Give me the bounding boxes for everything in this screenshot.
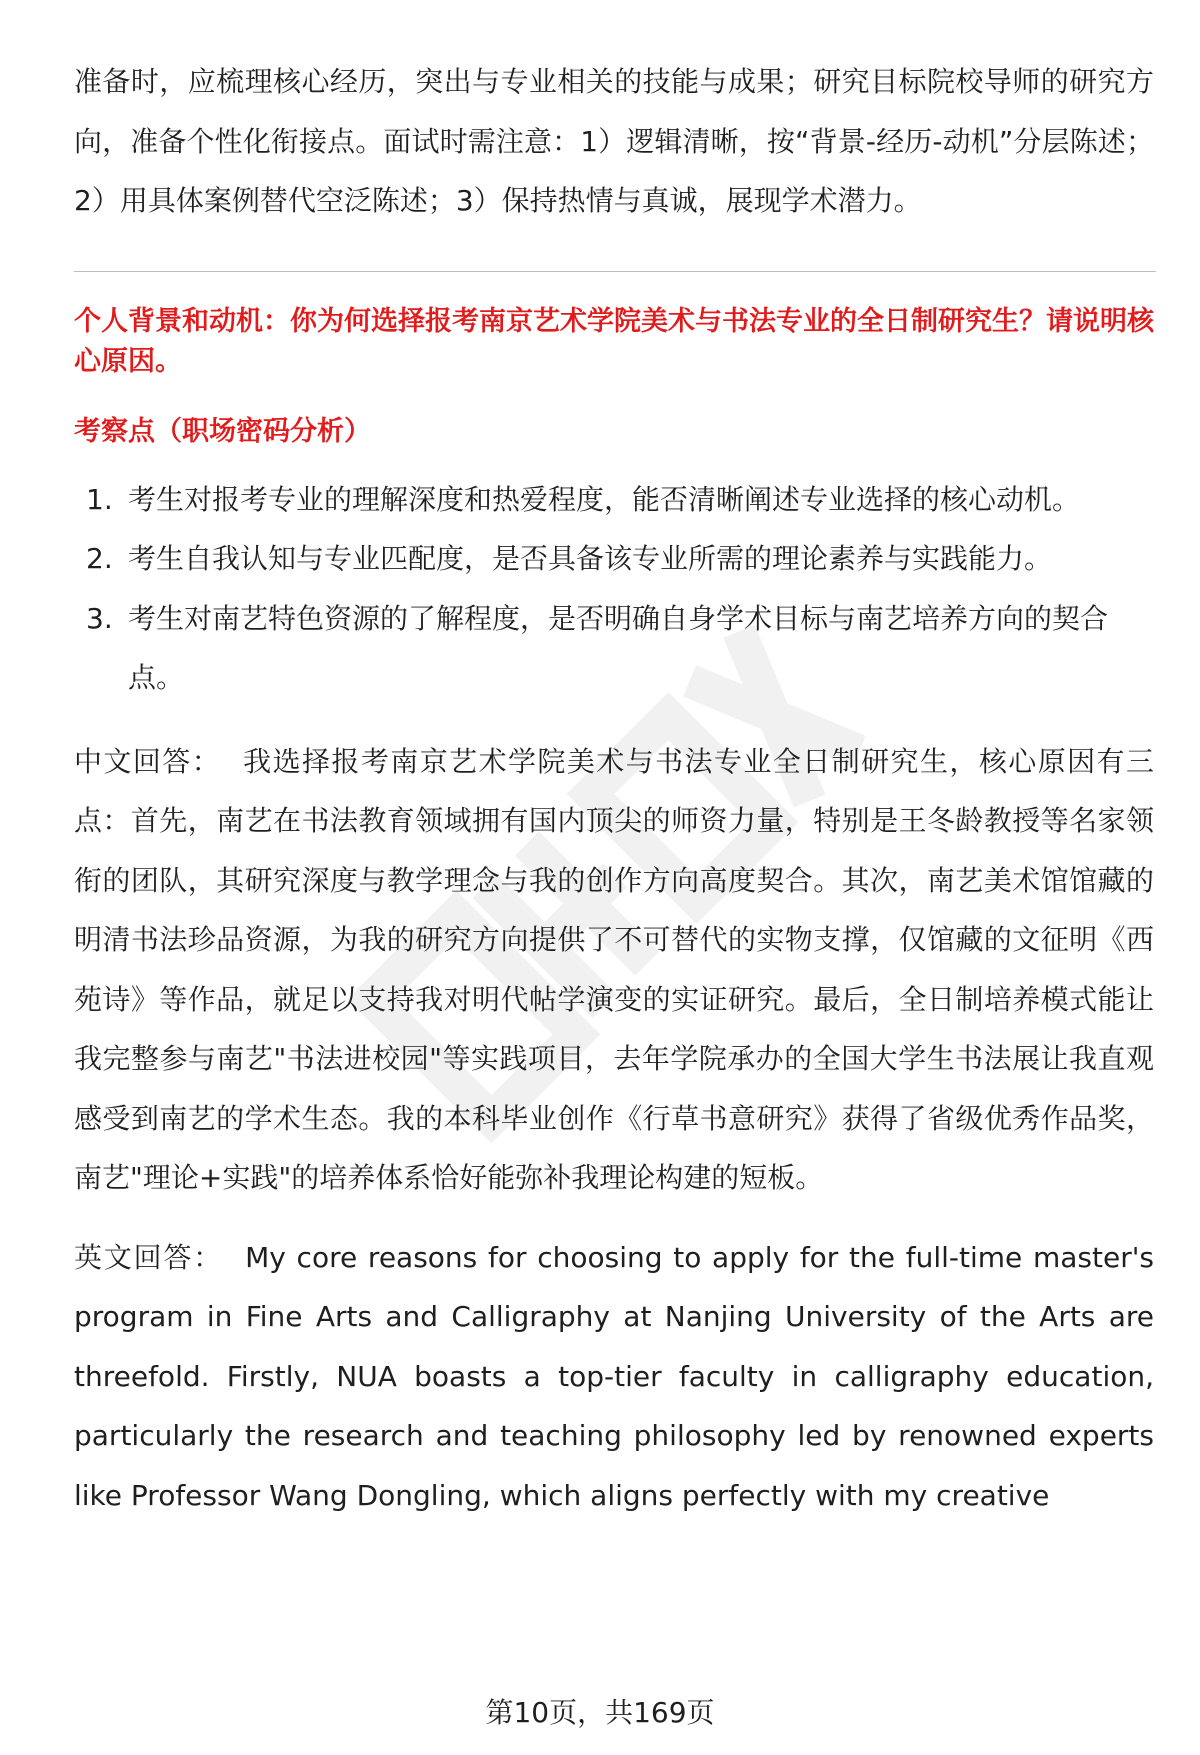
answer-chinese-text: 我选择报考南京艺术学院美术与书法专业全日制研究生，核心原因有三点：首先，南艺在书法教育领域拥有国内顶尖的师资力量，特别是王冬龄教授等名家领衔的团队，其研究深度与教学理念与我的创作方向高度契合。其次，南艺美术馆馆藏的明清书法珍品资源，为我的研究方向提供了不可替代的实物支撑，仅馆藏的文征明《西苑诗》等作品，就足以支持我对明代帖学演变的实证研究。最后，全日制培养模式能让我完整参与南艺"书法进校园"等实践项目，去年学院承办的全国大学生书法展让我直观感受到南艺的学术生态。我的本科毕业创作《行草书意研究》获得了省级优秀作品奖，南艺"理论+实践"的培养体系恰好能弥补我理论构建的短板。 [74,744,1154,1194]
point-number: 1. [86,482,113,516]
answer-chinese [74,732,1154,1208]
point-number: 2. [86,542,113,575]
page-content [74,52,1154,1525]
point-text: 考生对报考专业的理解深度和热爱程度，能否清晰阐述专业选择的核心动机。 [128,482,1081,516]
assessment-point [74,589,1154,708]
page-footer: 第10页，共169页 [485,1696,715,1729]
section-divider [74,271,1156,272]
point-text: 考生自我认知与专业匹配度，是否具备该专业所需的理论素养与实践能力。 [128,542,1053,575]
answer-english [74,1228,1154,1526]
assessment-point [74,470,1154,530]
assessment-point [74,529,1154,589]
assessment-points [74,470,1154,708]
intro-paragraph: 准备时，应梳理核心经历，突出与专业相关的技能与成果；研究目标院校导师的研究方向，准备个性化衔接点。面试时需注意：1）逻辑清晰，按“背景-经历-动机”分层陈述；2）用具体案例替代空泛陈述；3）保持热情与真诚，展现学术潜力。 [74,65,1154,217]
answer-chinese-label: 中文回答： [74,744,222,778]
point-number: 3. [86,601,113,635]
point-text: 考生对南艺特色资源的了解程度，是否明确自身学术目标与南艺培养方向的契合点。 [128,601,1109,694]
question-heading: 个人背景和动机：你为何选择报考南京艺术学院美术与书法专业的全日制研究生？请说明核心原因。 [74,305,1154,377]
assessment-title: 考察点（职场密码分析） [74,415,371,447]
answer-english-text: My core reasons for choosing to apply for the full-time master's program in Fine Arts and Calligraphy at Nanjing University of the Arts are threefold. Firstly, NUA boasts a top-tier faculty in calligraphy education, particularly the research and teaching philosophy led by renowned experts like Professor Wang Dongling, which aligns perfectly with my creative [74,1240,1154,1512]
answer-english-label: 英文回答： [74,1240,224,1274]
